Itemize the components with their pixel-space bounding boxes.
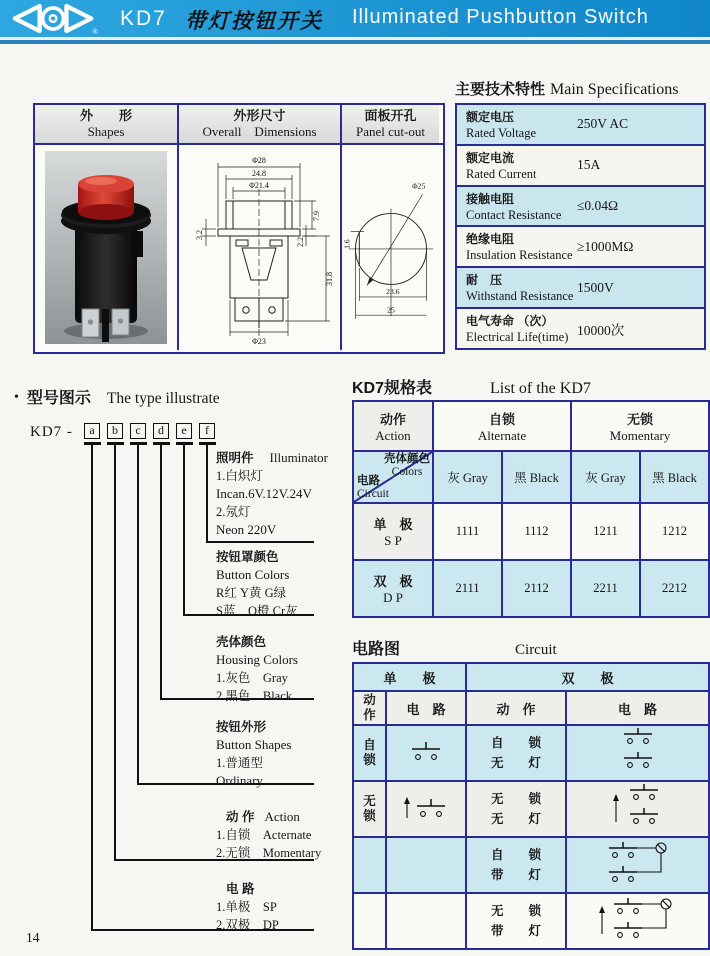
specs-title (455, 78, 710, 99)
alternate-en: Alternate (477, 427, 527, 443)
dp-action-cell (466, 781, 566, 837)
svg-text:2.2: 2.2 (296, 237, 305, 247)
circuit-table (352, 662, 710, 950)
tree-line-d (160, 444, 162, 698)
circuit-header-row-2 (353, 691, 709, 725)
anno-line: S蓝 O橙 Cr灰 (216, 604, 298, 618)
double-pole-contact-symbol-icon (616, 726, 660, 776)
tree-line-e (183, 444, 185, 614)
spec-value: 15A (577, 157, 601, 173)
code-letter-e: e (176, 423, 192, 439)
anno-line: 2.黑色 Black (216, 689, 293, 703)
sp-circuit-cell (386, 781, 466, 837)
annotation-illuminator (216, 449, 356, 539)
color-col-header: 灰 Gray (433, 451, 502, 503)
dp-label-en: D P (383, 590, 403, 605)
anno-title-cn: 壳体颜色 (216, 635, 267, 649)
dimensions-col-header (179, 105, 342, 143)
action-header-cell (353, 401, 433, 451)
annotation-button-shapes (216, 718, 356, 790)
header-title-cn: 带灯按钮开关 (185, 10, 323, 33)
diamond-eye-logo-icon (10, 2, 98, 35)
double-pole-header: 双 极 (466, 663, 709, 691)
anno-line: R红 Y黄 G绿 (216, 586, 287, 600)
sp-action-cell (353, 725, 386, 781)
sp-label-cn: 单 极 (373, 517, 413, 532)
shapes-table (33, 103, 445, 354)
anno-title-en: Action (264, 809, 300, 824)
dp-action-line: 自 锁 (491, 848, 542, 862)
annotation-circuit (216, 880, 356, 934)
double-pole-contact-momentary-symbol-icon (610, 782, 666, 832)
spec-value: 250V AC (577, 116, 629, 132)
dp-action-cell (466, 725, 566, 781)
circuit-row-momentary-lamp (353, 893, 709, 949)
spec-label-en: Contact Resistance (466, 207, 562, 222)
list-row-dp (353, 560, 709, 617)
model-code-cell: 2112 (502, 560, 571, 617)
model-code-cell: 2111 (433, 560, 502, 617)
diag-circuit-label (357, 475, 389, 501)
annotation-housing-colors (216, 633, 356, 705)
specs-title-cn: 主要技术特性 (455, 81, 546, 98)
sp-action-char: 无 (363, 794, 376, 808)
diag-circuit-en: Circuit (357, 488, 389, 500)
momentary-header-cell (571, 401, 709, 451)
anno-line: Incan.6V.12V.24V (216, 486, 312, 501)
pushbutton-product-photo (45, 151, 167, 344)
list-header-row-2 (353, 451, 709, 503)
model-code-cell: 1212 (640, 503, 709, 560)
code-letter-b: b (107, 423, 123, 439)
diag-colors-cn: 壳体颜色 (384, 453, 430, 465)
anno-line: 1.白炽灯 (216, 469, 263, 483)
svg-text:3.2: 3.2 (195, 230, 204, 240)
list-header-row-1 (353, 401, 709, 451)
spec-label-cn: 电气寿命 （次） (466, 314, 554, 329)
anno-line: Housing Colors (216, 652, 298, 667)
dp-action-cell (466, 893, 566, 949)
col-shapes-en: Shapes (87, 124, 125, 139)
spec-row (457, 187, 704, 228)
pushbutton-contact-momentary-symbol-icon (401, 793, 451, 821)
svg-text:1.6: 1.6 (343, 239, 352, 249)
circuit-col-header: 电 路 (566, 691, 709, 725)
single-pole-header: 单 极 (353, 663, 466, 691)
anno-line: 2.双极 DP (216, 918, 279, 932)
anno-line: 2.氖灯 (216, 505, 251, 519)
dp-circuit-cell (566, 837, 709, 893)
shapes-table-body (35, 145, 443, 350)
spec-row (457, 309, 704, 348)
dp-action-line: 无 锁 (491, 904, 542, 918)
empty-cell (353, 893, 386, 949)
model-code-cell: 1111 (433, 503, 502, 560)
tree-line-f (206, 444, 208, 541)
anno-line: 1.普通型 (216, 756, 263, 770)
action-vertical-header (353, 691, 386, 725)
spec-label-cn: 耐 压 (466, 273, 503, 288)
specs-table (455, 103, 706, 350)
spec-label-cn: 绝缘电阻 (466, 232, 515, 247)
circuit-row-latching-lamp (353, 837, 709, 893)
code-letter-a: a (84, 423, 100, 439)
col-cutout-en: Panel cut-out (356, 124, 425, 139)
anno-line: Button Colors (216, 567, 290, 582)
spec-label-cn: 接触电阻 (466, 191, 515, 206)
spec-value: 1500V (577, 279, 614, 295)
color-col-header: 灰 Gray (571, 451, 640, 503)
model-code-cell: 2211 (571, 560, 640, 617)
pushbutton-contact-symbol-icon (404, 738, 448, 764)
svg-text:24.8: 24.8 (252, 169, 266, 178)
col-shapes-cn: 外 形 (79, 108, 132, 123)
svg-text:7.9: 7.9 (312, 211, 321, 221)
circuit-row-latching (353, 725, 709, 781)
dp-label-cn: 双 极 (373, 574, 413, 589)
model-code-cell: 2212 (640, 560, 709, 617)
diag-colors-label (384, 453, 430, 479)
header-underline (0, 40, 710, 44)
model-code-cell: 1112 (502, 503, 571, 560)
sp-action-char: 锁 (363, 753, 376, 767)
shapes-col-header (35, 105, 179, 143)
list-table (352, 400, 710, 618)
cutout-col-header (342, 105, 439, 143)
anno-line: Ordinary (216, 773, 263, 788)
circuit-header-row-1 (353, 663, 709, 691)
empty-cell (386, 893, 466, 949)
dp-action-line: 无 灯 (491, 756, 542, 770)
annotation-action (216, 808, 356, 862)
tree-line-b (114, 444, 116, 859)
anno-line: 2.无锁 Momentary (216, 846, 322, 860)
panel-cutout-cell (342, 145, 439, 350)
double-pole-contact-momentary-with-lamp-symbol-icon (596, 894, 680, 944)
spec-label-en: Insulation Resistance (466, 248, 573, 263)
anno-line: 1.单极 SP (216, 900, 277, 914)
bullet: • (14, 390, 19, 405)
svg-text:23.6: 23.6 (386, 287, 400, 297)
anno-title-cn: 动 作 (226, 810, 255, 824)
action-char-2: 作 (363, 708, 376, 722)
dp-circuit-cell (566, 725, 709, 781)
circuit-row-momentary (353, 781, 709, 837)
dp-action-line: 带 灯 (491, 868, 542, 882)
empty-cell (386, 837, 466, 893)
model-code-cell: 1211 (571, 503, 640, 560)
type-title-en: The type illustrate (106, 390, 220, 407)
sp-action-char: 锁 (363, 809, 376, 823)
diagonal-header-cell (353, 451, 433, 503)
dp-action-line: 自 锁 (491, 736, 542, 750)
diag-circuit-cn: 电路 (357, 475, 380, 487)
svg-text:Φ23: Φ23 (252, 337, 266, 346)
dp-action-cell (466, 837, 566, 893)
color-col-header: 黑 Black (640, 451, 709, 503)
circuit-table-title (352, 636, 708, 659)
tree-bracket-f (206, 541, 314, 543)
sp-circuit-cell (386, 725, 466, 781)
anno-title-en: Illuminator (269, 450, 329, 465)
alternate-header-cell (433, 401, 571, 451)
list-title-cn: KD7规格表 (352, 380, 433, 397)
alternate-cn: 自锁 (488, 411, 515, 427)
dp-circuit-cell (566, 781, 709, 837)
spec-label-cn: 额定电流 (466, 150, 515, 165)
overall-dimensions-cell (179, 145, 342, 350)
dp-circuit-cell (566, 893, 709, 949)
col-dims-en: Overall Dimensions (202, 124, 317, 139)
anno-title-cn: 按钮外形 (216, 720, 267, 734)
dp-action-line: 带 灯 (491, 924, 542, 938)
header-title-en: Illuminated Pushbutton Switch (352, 6, 649, 28)
sp-action-cell (353, 781, 386, 837)
spec-value: 10000次 (577, 322, 625, 338)
header-model: KD7 (120, 7, 167, 30)
anno-title-cn: 电 路 (226, 882, 255, 896)
annotation-button-colors (216, 548, 356, 620)
dp-label-cell (353, 560, 433, 617)
circuit-title-en: Circuit (515, 642, 557, 658)
type-illustrate-title (14, 385, 220, 408)
action-cn: 动作 (379, 411, 406, 427)
code-letter-d: d (153, 423, 169, 439)
list-table-title (352, 375, 708, 398)
anno-title-cn: 按钮罩颜色 (216, 550, 279, 564)
diag-colors-en: Colors (391, 466, 423, 478)
anno-line: Button Shapes (216, 737, 292, 752)
svg-text:Φ21.4: Φ21.4 (249, 181, 269, 190)
spec-value: ≥1000MΩ (577, 238, 634, 254)
svg-text:Φ28: Φ28 (252, 156, 266, 165)
svg-text:Φ25: Φ25 (412, 181, 426, 191)
spec-row (457, 105, 704, 146)
sp-label-cell (353, 503, 433, 560)
specs-title-en: Main Specifications (550, 81, 679, 98)
action-char-1: 动 (363, 693, 376, 707)
list-row-sp (353, 503, 709, 560)
color-col-header: 黑 Black (502, 451, 571, 503)
type-title-cn: 型号图示 (26, 390, 91, 407)
double-pole-contact-with-lamp-symbol-icon (601, 838, 675, 888)
overall-dimensions-drawing (180, 147, 339, 348)
circuit-col-header: 电 路 (386, 691, 466, 725)
anno-line: 1.自锁 Acternate (216, 828, 312, 842)
spec-label-en: Rated Current (466, 166, 537, 181)
spec-row (457, 146, 704, 187)
momentary-cn: 无锁 (626, 411, 653, 427)
col-dims-cn: 外形尺寸 (233, 108, 286, 123)
spec-row (457, 268, 704, 309)
sp-label-en: S P (384, 533, 402, 548)
anno-line: 1.灰色 Gray (216, 671, 288, 685)
momentary-en: Momentary (609, 427, 671, 443)
spec-label-en: Electrical Life(time) (466, 330, 569, 345)
spec-row (457, 227, 704, 268)
page-number: 14 (26, 930, 40, 945)
tree-line-a (91, 444, 93, 929)
product-photo-cell (35, 145, 179, 350)
svg-text:25: 25 (387, 305, 395, 315)
tree-line-c (137, 444, 139, 783)
spec-label-en: Withstand Resistance (466, 289, 574, 304)
code-letter-c: c (130, 423, 146, 439)
anno-line: Neon 220V (216, 522, 277, 537)
action-en: Action (375, 427, 411, 443)
list-title-en: List of the KD7 (490, 380, 591, 397)
model-prefix: KD7 - (30, 424, 73, 440)
dp-action-line: 无 灯 (491, 812, 542, 826)
anno-title-cn: 照明件 (216, 451, 254, 465)
panel-cutout-drawing (343, 147, 438, 348)
circuit-title-cn: 电路图 (352, 641, 401, 658)
code-letter-f: f (199, 423, 215, 439)
shapes-table-header (35, 105, 443, 145)
spec-label-cn: 额定电压 (466, 110, 515, 124)
spec-value: ≤0.04Ω (577, 198, 619, 214)
dp-action-line: 无 锁 (491, 792, 542, 806)
svg-text:31.8: 31.8 (325, 272, 334, 286)
empty-cell (353, 837, 386, 893)
action-col-header: 动 作 (466, 691, 566, 725)
col-cutout-cn: 面板开孔 (364, 108, 417, 123)
page-header (0, 0, 710, 37)
spec-label-en: Rated Voltage (466, 126, 537, 140)
sp-action-char: 自 (363, 738, 376, 752)
registered-mark: ® (92, 26, 98, 35)
